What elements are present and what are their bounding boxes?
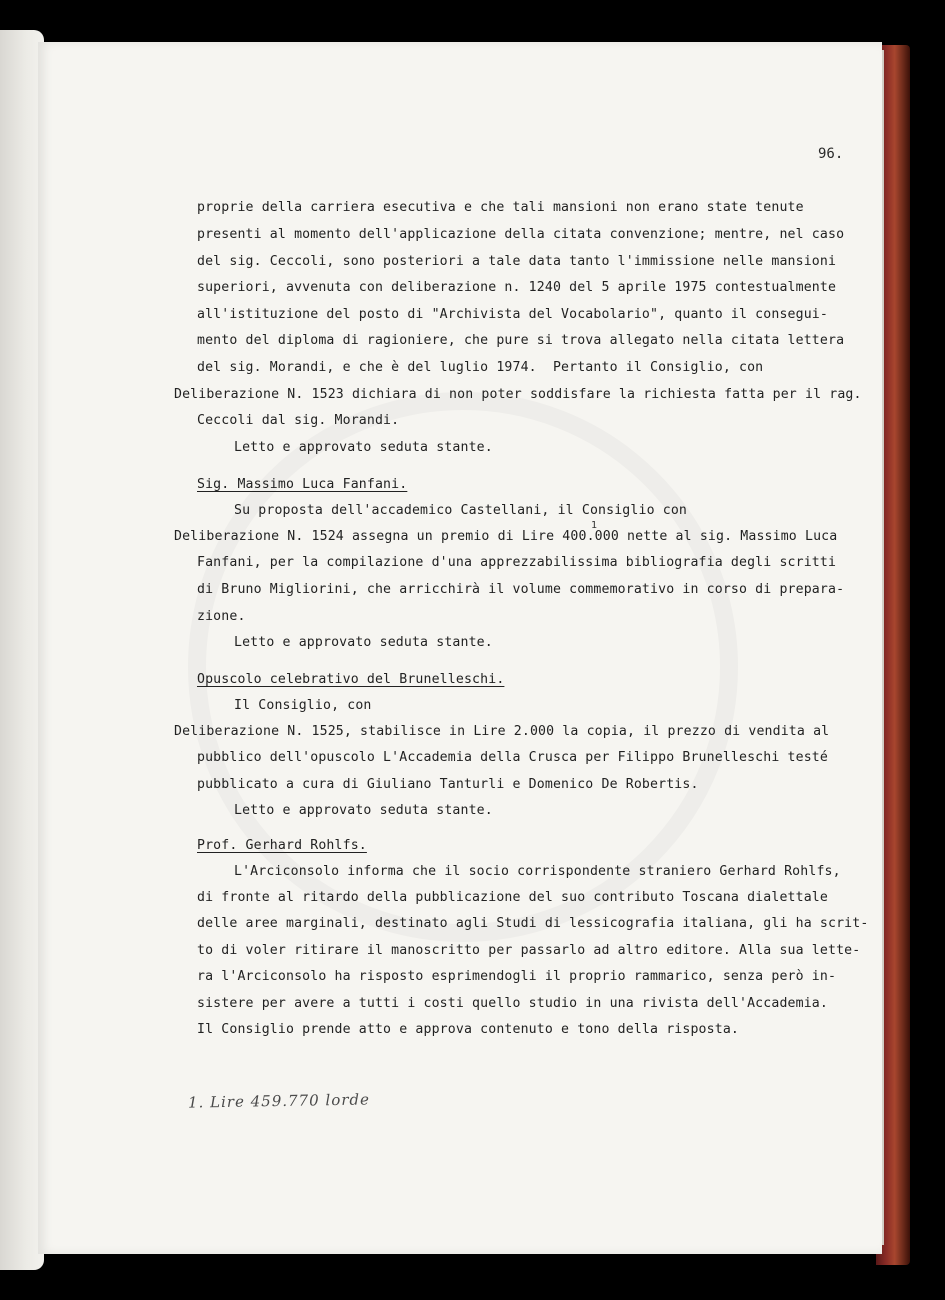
text-line: Fanfani, per la compilazione d'una apprezzabilissima bibliografia degli scritti: [197, 555, 837, 570]
text-line: Deliberazione N. 1523 dichiara di non poter soddisfare la richiesta fatta per il rag.: [174, 387, 862, 402]
text-line: Ceccoli dal sig. Morandi.: [197, 413, 400, 428]
text-line: superiori, avvenuta con deliberazione n. 1240 del 5 aprile 1975 contestualmente: [197, 280, 837, 295]
text-line: Letto e approvato seduta stante.: [234, 803, 493, 818]
text-line: Letto e approvato seduta stante.: [234, 635, 493, 650]
handwritten-footnote: 1. Lire 459.770 lorde: [187, 1090, 371, 1112]
section-heading-fanfani: Sig. Massimo Luca Fanfani.: [197, 477, 408, 492]
text-line: presenti al momento dell'applicazione della citata convenzione; mentre, nel caso: [197, 227, 845, 242]
text-line: di fronte al ritardo della pubblicazione del suo contributo Toscana dialettale: [197, 890, 828, 905]
text-line: del sig. Ceccoli, sono posteriori a tale data tanto l'immissione nelle mansioni: [197, 254, 837, 269]
text-line: di Bruno Migliorini, che arricchirà il volume commemorativo in corso di prepara-: [197, 582, 845, 597]
text-line: delle aree marginali, destinato agli Studi di lessicografia italiana, gli ha scrit-: [197, 916, 869, 931]
text-line: ra l'Arciconsolo ha risposto esprimendogli il proprio rammarico, senza però in-: [197, 969, 837, 984]
text-line: proprie della carriera esecutiva e che tali mansioni non erano state tenute: [197, 200, 804, 215]
section-heading-brunelleschi: Opuscolo celebrativo del Brunelleschi.: [197, 672, 505, 687]
text-line: Letto e approvato seduta stante.: [234, 440, 493, 455]
text-line: pubblicato a cura di Giuliano Tanturli e Domenico De Robertis.: [197, 777, 699, 792]
text-line: Il Consiglio, con: [234, 698, 372, 713]
section-heading-rohlfs: Prof. Gerhard Rohlfs.: [197, 838, 367, 853]
text-line: Deliberazione N. 1525, stabilisce in Lire 2.000 la copia, il prezzo di vendita al: [174, 724, 830, 739]
text-line: pubblico dell'opuscolo L'Accademia della Crusca per Filippo Brunelleschi testé: [197, 750, 828, 765]
text-line: mento del diploma di ragioniere, che pure si trova allegato nella citata lettera: [197, 333, 845, 348]
text-line: Deliberazione N. 1524 assegna un premio di Lire 400.000 nette al sig. Massimo Luca: [174, 529, 838, 544]
text-line: Il Consiglio prende atto e approva contenuto e tono della risposta.: [197, 1022, 739, 1037]
text-line: sistere per avere a tutti i costi quello studio in una rivista dell'Accademia.: [197, 996, 828, 1011]
text-line: to di voler ritirare il manoscritto per passarlo ad altro editore. Alla sua lette-: [197, 943, 861, 958]
text-line: Su proposta dell'accademico Castellani, il Consiglio con: [234, 503, 688, 518]
footnote-mark: 1: [591, 520, 598, 531]
text-line: zione.: [197, 609, 246, 624]
text-line: L'Arciconsolo informa che il socio corrispondente straniero Gerhard Rohlfs,: [234, 864, 841, 879]
text-line: del sig. Morandi, e che è del luglio 1974. Pertanto il Consiglio, con: [197, 360, 764, 375]
watermark-stamp: [188, 392, 738, 942]
page-number: 96.: [818, 146, 844, 162]
text-line: all'istituzione del posto di "Archivista del Vocabolario", quanto il consegui-: [197, 307, 828, 322]
